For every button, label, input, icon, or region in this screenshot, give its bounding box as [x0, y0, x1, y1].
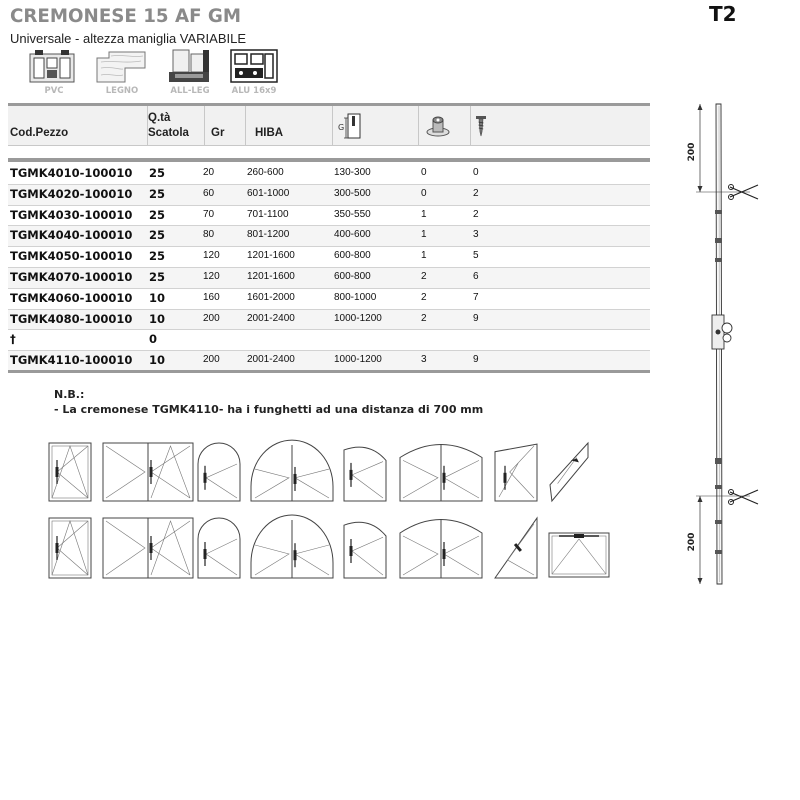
header-hiba: HIBA	[255, 127, 284, 139]
cell-qty: 10	[149, 290, 166, 305]
window-rect-single-icon	[49, 443, 91, 501]
window-tilt-icon	[495, 444, 537, 501]
cell-hiba: 1601-2000	[247, 291, 295, 303]
cell-g: 1000-1200	[334, 312, 382, 324]
cell-code: TGMK4030-100010	[10, 207, 133, 222]
window-rect-single-icon	[49, 518, 91, 578]
cell-hiba: 2001-2400	[247, 354, 295, 366]
cell-gr: 120	[203, 250, 220, 262]
cell-c6: 2	[421, 312, 427, 324]
window-arch-double-icon	[251, 440, 333, 501]
cell-gr: 200	[203, 354, 220, 366]
cell-code: TGMK4020-100010	[10, 186, 133, 201]
cell-c7: 9	[473, 354, 479, 366]
window-segment-double-icon	[400, 444, 482, 501]
cell-code: TGMK4050-100010	[10, 249, 133, 264]
cell-g: 350-550	[334, 208, 371, 220]
cell-gr: 70	[203, 208, 215, 220]
cell-hiba: 1201-1600	[247, 250, 295, 262]
cell-g: 300-500	[334, 187, 371, 199]
header-code: Cod.Pezzo	[10, 127, 69, 139]
product-subtitle: Universale - altezza maniglia VARIABILE	[10, 31, 247, 46]
cell-qty: 10	[149, 311, 166, 326]
cell-c6: 2	[421, 291, 427, 303]
cell-g: 400-600	[334, 229, 371, 241]
cell-gr: 160	[203, 291, 220, 303]
cell-gr: 80	[203, 229, 215, 241]
cell-qty: 25	[149, 207, 166, 222]
material-label: PVC	[44, 86, 64, 96]
cell-c7: 2	[473, 187, 479, 199]
cell-hiba: 2001-2400	[247, 312, 295, 324]
dimension-bottom-label: 200	[687, 532, 697, 552]
material-label: LEGNO	[105, 86, 139, 96]
window-rect-double-icon	[103, 518, 193, 578]
material-label: ALU 16x9	[231, 86, 277, 96]
cell-c6: 0	[421, 187, 427, 199]
window-arch-single-icon	[198, 518, 240, 578]
product-title: CREMONESE 15 AF GM	[10, 5, 242, 27]
cell-c7: 6	[473, 270, 479, 282]
cell-gr: 200	[203, 312, 220, 324]
cell-qty: 0	[149, 332, 158, 347]
window-rect-double-icon	[103, 443, 193, 501]
cell-hiba: 701-1100	[247, 208, 289, 220]
cell-hiba: 260-600	[247, 167, 284, 178]
cell-c7: 5	[473, 250, 479, 262]
cell-g: 1000-1200	[334, 354, 382, 366]
window-triangle-icon	[495, 518, 537, 578]
header-qty-line1: Q.tà	[148, 112, 171, 124]
cell-gr: 120	[203, 270, 220, 282]
header-qty-line2: Scatola	[148, 127, 189, 139]
cell-hiba: 601-1000	[247, 187, 290, 199]
window-diamond-icon	[550, 443, 588, 501]
cell-qty: 10	[149, 353, 166, 368]
cell-g: 600-800	[334, 250, 371, 262]
cremonese-side-drawing	[680, 100, 790, 600]
cell-code: TGMK4040-100010	[10, 228, 133, 243]
cell-c6: 0	[421, 167, 427, 178]
window-arch-single-icon	[198, 443, 240, 501]
cell-g: 600-800	[334, 270, 371, 282]
material-label: ALL-LEG	[170, 86, 210, 96]
cell-code: TGMK4080-100010	[10, 311, 133, 326]
window-slant-single-icon	[344, 447, 386, 501]
cell-code: TGMK4110-100010	[10, 353, 133, 368]
cell-c6: 1	[421, 208, 427, 220]
handle-height-label: G	[338, 123, 345, 132]
cell-qty: 25	[149, 166, 166, 180]
notes-title: N.B.:	[54, 388, 85, 401]
gear-box-icon	[712, 315, 732, 349]
cell-qty: 25	[149, 249, 166, 264]
cell-code: TGMK4070-100010	[10, 269, 133, 284]
notes-text: - La cremonese TGMK4110- ha i funghetti ad una distanza di 700 mm	[54, 403, 484, 416]
cut-scissors-icon	[729, 490, 759, 505]
window-segment-double-icon	[400, 520, 482, 579]
cell-c6: 1	[421, 250, 427, 262]
cell-hiba: 1201-1600	[247, 270, 295, 282]
cell-c7: 9	[473, 312, 479, 324]
window-top-hung-icon	[549, 533, 609, 577]
dimension-top-label: 200	[687, 142, 697, 162]
cell-qty: 25	[149, 228, 166, 243]
header-gr: Gr	[211, 127, 225, 139]
cell-code: TGMK4010-100010	[10, 166, 133, 180]
cell-gr: 60	[203, 187, 215, 199]
cell-c7: 0	[473, 167, 479, 178]
cell-c6: 2	[421, 270, 427, 282]
cell-qty: 25	[149, 186, 166, 201]
cell-c7: 2	[473, 208, 479, 220]
cell-code: †	[10, 332, 16, 347]
cell-c6: 1	[421, 229, 427, 241]
cell-c6: 3	[421, 354, 427, 366]
window-arch-double-icon	[251, 515, 333, 578]
window-slant-single-icon	[344, 522, 386, 578]
cell-g: 130-300	[334, 167, 371, 178]
cell-c7: 7	[473, 291, 479, 303]
cell-g: 800-1000	[334, 291, 377, 303]
cell-gr: 20	[203, 167, 215, 178]
section-code: T2	[709, 2, 737, 26]
cell-qty: 25	[149, 269, 166, 284]
cell-c7: 3	[473, 229, 479, 241]
cell-code: TGMK4060-100010	[10, 290, 133, 305]
cell-hiba: 801-1200	[247, 229, 290, 241]
